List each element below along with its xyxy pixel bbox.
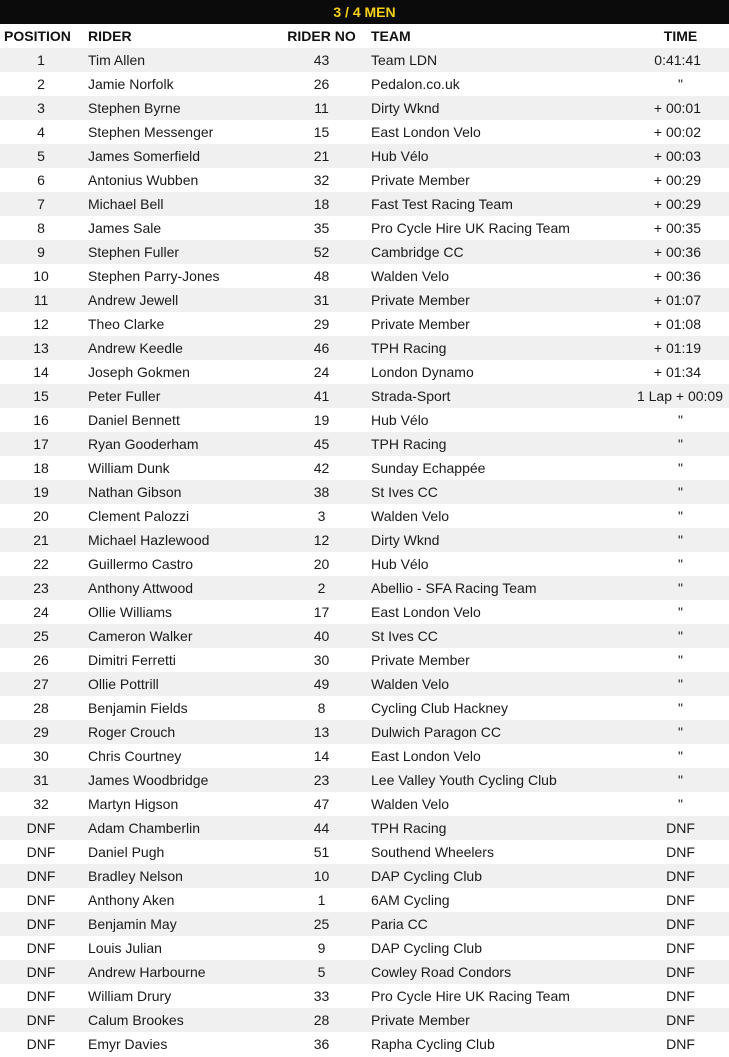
cell-time: " (632, 744, 729, 768)
cell-rider-no: 26 (276, 72, 367, 96)
cell-rider-no: 17 (276, 600, 367, 624)
cell-position: DNF (0, 1032, 82, 1056)
cell-rider: William Dunk (82, 456, 276, 480)
cell-rider-no: 45 (276, 432, 367, 456)
cell-rider: Ollie Pottrill (82, 672, 276, 696)
cell-team: Southend Wheelers (367, 840, 632, 864)
cell-position: 30 (0, 744, 82, 768)
cell-time: DNF (632, 936, 729, 960)
cell-rider: Calum Brookes (82, 1008, 276, 1032)
cell-rider: Andrew Harbourne (82, 960, 276, 984)
cell-rider-no: 24 (276, 360, 367, 384)
cell-time: " (632, 504, 729, 528)
table-row (0, 72, 729, 96)
cell-rider: Bradley Nelson (82, 864, 276, 888)
cell-rider: Clement Palozzi (82, 504, 276, 528)
cell-position: 32 (0, 792, 82, 816)
cell-team: East London Velo (367, 600, 632, 624)
cell-rider-no: 11 (276, 96, 367, 120)
cell-rider: Daniel Bennett (82, 408, 276, 432)
cell-time: " (632, 480, 729, 504)
results-body (0, 48, 729, 1056)
cell-time: DNF (632, 960, 729, 984)
cell-position: 5 (0, 144, 82, 168)
cell-time: DNF (632, 1032, 729, 1056)
cell-position: 14 (0, 360, 82, 384)
cell-position: 1 (0, 48, 82, 72)
cell-rider: Chris Courtney (82, 744, 276, 768)
cell-position: 16 (0, 408, 82, 432)
table-row (0, 504, 729, 528)
cell-team: Paria CC (367, 912, 632, 936)
cell-position: 11 (0, 288, 82, 312)
cell-rider-no: 10 (276, 864, 367, 888)
cell-rider: Theo Clarke (82, 312, 276, 336)
cell-rider-no: 44 (276, 816, 367, 840)
cell-team: DAP Cycling Club (367, 936, 632, 960)
cell-rider-no: 15 (276, 120, 367, 144)
cell-team: TPH Racing (367, 336, 632, 360)
cell-time: DNF (632, 888, 729, 912)
cell-team: Dirty Wknd (367, 528, 632, 552)
cell-position: 25 (0, 624, 82, 648)
header-team: TEAM (367, 24, 632, 48)
cell-rider-no: 21 (276, 144, 367, 168)
cell-position: DNF (0, 816, 82, 840)
cell-position: 29 (0, 720, 82, 744)
cell-rider: Anthony Attwood (82, 576, 276, 600)
table-row (0, 744, 729, 768)
cell-time: + 00:02 (632, 120, 729, 144)
cell-position: 18 (0, 456, 82, 480)
cell-team: Rapha Cycling Club (367, 1032, 632, 1056)
cell-team: Pro Cycle Hire UK Racing Team (367, 984, 632, 1008)
cell-team: DAP Cycling Club (367, 864, 632, 888)
cell-rider-no: 18 (276, 192, 367, 216)
cell-time: + 01:07 (632, 288, 729, 312)
cell-time: DNF (632, 912, 729, 936)
cell-rider-no: 28 (276, 1008, 367, 1032)
cell-rider: Ollie Williams (82, 600, 276, 624)
cell-position: 21 (0, 528, 82, 552)
cell-rider: Nathan Gibson (82, 480, 276, 504)
cell-rider-no: 35 (276, 216, 367, 240)
cell-rider: Cameron Walker (82, 624, 276, 648)
cell-position: DNF (0, 936, 82, 960)
cell-rider: Andrew Keedle (82, 336, 276, 360)
cell-time: " (632, 552, 729, 576)
category-title: 3 / 4 MEN (0, 0, 729, 24)
table-row (0, 312, 729, 336)
cell-position: 8 (0, 216, 82, 240)
cell-rider: Guillermo Castro (82, 552, 276, 576)
cell-team: Hub Vélo (367, 144, 632, 168)
cell-position: 24 (0, 600, 82, 624)
cell-position: 20 (0, 504, 82, 528)
results-table (0, 24, 729, 1056)
cell-rider-no: 38 (276, 480, 367, 504)
header-time: TIME (632, 24, 729, 48)
cell-rider-no: 33 (276, 984, 367, 1008)
cell-rider-no: 40 (276, 624, 367, 648)
cell-rider: Anthony Aken (82, 888, 276, 912)
table-row (0, 672, 729, 696)
cell-time: " (632, 672, 729, 696)
cell-rider-no: 49 (276, 672, 367, 696)
table-row (0, 216, 729, 240)
cell-time: + 00:01 (632, 96, 729, 120)
cell-team: Walden Velo (367, 792, 632, 816)
cell-team: Private Member (367, 648, 632, 672)
cell-time: " (632, 600, 729, 624)
table-row (0, 96, 729, 120)
cell-time: " (632, 528, 729, 552)
table-row (0, 984, 729, 1008)
table-row (0, 768, 729, 792)
cell-rider: Dimitri Ferretti (82, 648, 276, 672)
cell-team: Hub Vélo (367, 552, 632, 576)
cell-position: 17 (0, 432, 82, 456)
cell-rider-no: 29 (276, 312, 367, 336)
cell-rider-no: 2 (276, 576, 367, 600)
table-row (0, 144, 729, 168)
table-row (0, 336, 729, 360)
cell-position: 23 (0, 576, 82, 600)
cell-position: 26 (0, 648, 82, 672)
cell-rider: Emyr Davies (82, 1032, 276, 1056)
cell-rider: Joseph Gokmen (82, 360, 276, 384)
cell-rider: Michael Bell (82, 192, 276, 216)
cell-rider: Stephen Byrne (82, 96, 276, 120)
table-row (0, 792, 729, 816)
cell-rider-no: 25 (276, 912, 367, 936)
cell-rider: Stephen Parry-Jones (82, 264, 276, 288)
table-row (0, 360, 729, 384)
cell-time: + 00:36 (632, 264, 729, 288)
cell-rider-no: 32 (276, 168, 367, 192)
cell-position: DNF (0, 912, 82, 936)
cell-rider-no: 12 (276, 528, 367, 552)
table-row (0, 648, 729, 672)
cell-team: Private Member (367, 312, 632, 336)
cell-rider: James Somerfield (82, 144, 276, 168)
cell-rider-no: 14 (276, 744, 367, 768)
cell-rider: James Woodbridge (82, 768, 276, 792)
cell-rider-no: 19 (276, 408, 367, 432)
cell-time: " (632, 792, 729, 816)
table-row (0, 168, 729, 192)
cell-rider-no: 3 (276, 504, 367, 528)
cell-time: " (632, 768, 729, 792)
cell-team: Cowley Road Condors (367, 960, 632, 984)
cell-team: East London Velo (367, 120, 632, 144)
cell-position: DNF (0, 888, 82, 912)
cell-rider: Michael Hazlewood (82, 528, 276, 552)
cell-time: " (632, 720, 729, 744)
cell-rider: Tim Allen (82, 48, 276, 72)
cell-rider: Louis Julian (82, 936, 276, 960)
cell-rider: Benjamin May (82, 912, 276, 936)
header-rider: RIDER (82, 24, 276, 48)
cell-time: " (632, 456, 729, 480)
cell-rider: James Sale (82, 216, 276, 240)
cell-rider-no: 31 (276, 288, 367, 312)
cell-team: Private Member (367, 1008, 632, 1032)
cell-rider: Roger Crouch (82, 720, 276, 744)
cell-position: 4 (0, 120, 82, 144)
table-row (0, 456, 729, 480)
table-row (0, 432, 729, 456)
cell-time: + 01:19 (632, 336, 729, 360)
header-rider-no: RIDER NO (276, 24, 367, 48)
cell-rider: Antonius Wubben (82, 168, 276, 192)
table-row (0, 816, 729, 840)
cell-position: 3 (0, 96, 82, 120)
table-row (0, 264, 729, 288)
cell-time: " (632, 432, 729, 456)
table-row (0, 480, 729, 504)
results-header (0, 24, 729, 48)
cell-team: Strada-Sport (367, 384, 632, 408)
table-row (0, 576, 729, 600)
header-row (0, 24, 729, 48)
table-row (0, 408, 729, 432)
cell-rider: Daniel Pugh (82, 840, 276, 864)
cell-rider-no: 46 (276, 336, 367, 360)
table-row (0, 1008, 729, 1032)
cell-team: Walden Velo (367, 264, 632, 288)
cell-time: " (632, 696, 729, 720)
cell-time: + 00:29 (632, 168, 729, 192)
cell-rider: Ryan Gooderham (82, 432, 276, 456)
table-row (0, 960, 729, 984)
cell-position: 6 (0, 168, 82, 192)
cell-rider-no: 47 (276, 792, 367, 816)
cell-rider: Martyn Higson (82, 792, 276, 816)
cell-rider: Benjamin Fields (82, 696, 276, 720)
table-row (0, 624, 729, 648)
cell-rider: Jamie Norfolk (82, 72, 276, 96)
cell-team: Walden Velo (367, 672, 632, 696)
cell-time: " (632, 72, 729, 96)
cell-rider-no: 42 (276, 456, 367, 480)
cell-team: TPH Racing (367, 816, 632, 840)
table-row (0, 888, 729, 912)
cell-rider-no: 36 (276, 1032, 367, 1056)
cell-team: St Ives CC (367, 480, 632, 504)
cell-position: 19 (0, 480, 82, 504)
cell-position: 12 (0, 312, 82, 336)
cell-position: 22 (0, 552, 82, 576)
table-row (0, 720, 729, 744)
cell-rider-no: 20 (276, 552, 367, 576)
cell-position: DNF (0, 1008, 82, 1032)
cell-time: + 00:36 (632, 240, 729, 264)
cell-team: Private Member (367, 288, 632, 312)
cell-position: 10 (0, 264, 82, 288)
table-row (0, 1032, 729, 1056)
header-position: POSITION (0, 24, 82, 48)
cell-team: Hub Vélo (367, 408, 632, 432)
cell-team: St Ives CC (367, 624, 632, 648)
cell-position: 2 (0, 72, 82, 96)
cell-team: Fast Test Racing Team (367, 192, 632, 216)
cell-rider: Peter Fuller (82, 384, 276, 408)
table-row (0, 840, 729, 864)
table-row (0, 936, 729, 960)
cell-rider: William Drury (82, 984, 276, 1008)
cell-position: DNF (0, 840, 82, 864)
cell-rider-no: 5 (276, 960, 367, 984)
cell-time: + 00:03 (632, 144, 729, 168)
table-row (0, 192, 729, 216)
cell-time: + 01:08 (632, 312, 729, 336)
cell-time: + 00:35 (632, 216, 729, 240)
cell-rider-no: 43 (276, 48, 367, 72)
cell-rider-no: 52 (276, 240, 367, 264)
cell-team: East London Velo (367, 744, 632, 768)
cell-time: DNF (632, 864, 729, 888)
cell-time: " (632, 648, 729, 672)
cell-position: DNF (0, 960, 82, 984)
cell-rider-no: 23 (276, 768, 367, 792)
cell-team: Lee Valley Youth Cycling Club (367, 768, 632, 792)
cell-rider: Stephen Messenger (82, 120, 276, 144)
cell-time: + 00:29 (632, 192, 729, 216)
cell-rider: Adam Chamberlin (82, 816, 276, 840)
table-row (0, 528, 729, 552)
cell-time: 0:41:41 (632, 48, 729, 72)
cell-position: 7 (0, 192, 82, 216)
cell-time: 1 Lap + 00:09 (632, 384, 729, 408)
table-row (0, 552, 729, 576)
table-row (0, 288, 729, 312)
cell-rider-no: 13 (276, 720, 367, 744)
cell-position: 31 (0, 768, 82, 792)
cell-team: Team LDN (367, 48, 632, 72)
cell-rider: Stephen Fuller (82, 240, 276, 264)
cell-rider-no: 48 (276, 264, 367, 288)
table-row (0, 600, 729, 624)
cell-time: " (632, 408, 729, 432)
cell-team: London Dynamo (367, 360, 632, 384)
cell-rider-no: 30 (276, 648, 367, 672)
cell-position: DNF (0, 984, 82, 1008)
cell-rider-no: 1 (276, 888, 367, 912)
cell-time: + 01:34 (632, 360, 729, 384)
cell-time: DNF (632, 984, 729, 1008)
cell-time: DNF (632, 816, 729, 840)
cell-time: DNF (632, 1008, 729, 1032)
cell-team: Walden Velo (367, 504, 632, 528)
cell-rider-no: 51 (276, 840, 367, 864)
cell-rider-no: 8 (276, 696, 367, 720)
cell-position: 9 (0, 240, 82, 264)
cell-rider: Andrew Jewell (82, 288, 276, 312)
cell-time: " (632, 624, 729, 648)
cell-position: 13 (0, 336, 82, 360)
cell-position: 15 (0, 384, 82, 408)
cell-team: Sunday Echappée (367, 456, 632, 480)
cell-team: Dirty Wknd (367, 96, 632, 120)
cell-time: " (632, 576, 729, 600)
cell-team: Private Member (367, 168, 632, 192)
cell-team: Abellio - SFA Racing Team (367, 576, 632, 600)
cell-position: 27 (0, 672, 82, 696)
cell-position: DNF (0, 864, 82, 888)
cell-team: Cycling Club Hackney (367, 696, 632, 720)
cell-position: 28 (0, 696, 82, 720)
cell-team: 6AM Cycling (367, 888, 632, 912)
table-row (0, 384, 729, 408)
cell-time: DNF (632, 840, 729, 864)
cell-rider-no: 9 (276, 936, 367, 960)
cell-team: Cambridge CC (367, 240, 632, 264)
table-row (0, 696, 729, 720)
cell-rider-no: 41 (276, 384, 367, 408)
table-row (0, 48, 729, 72)
cell-team: Dulwich Paragon CC (367, 720, 632, 744)
table-row (0, 120, 729, 144)
table-row (0, 864, 729, 888)
cell-team: Pro Cycle Hire UK Racing Team (367, 216, 632, 240)
cell-team: Pedalon.co.uk (367, 72, 632, 96)
table-row (0, 912, 729, 936)
table-row (0, 240, 729, 264)
cell-team: TPH Racing (367, 432, 632, 456)
